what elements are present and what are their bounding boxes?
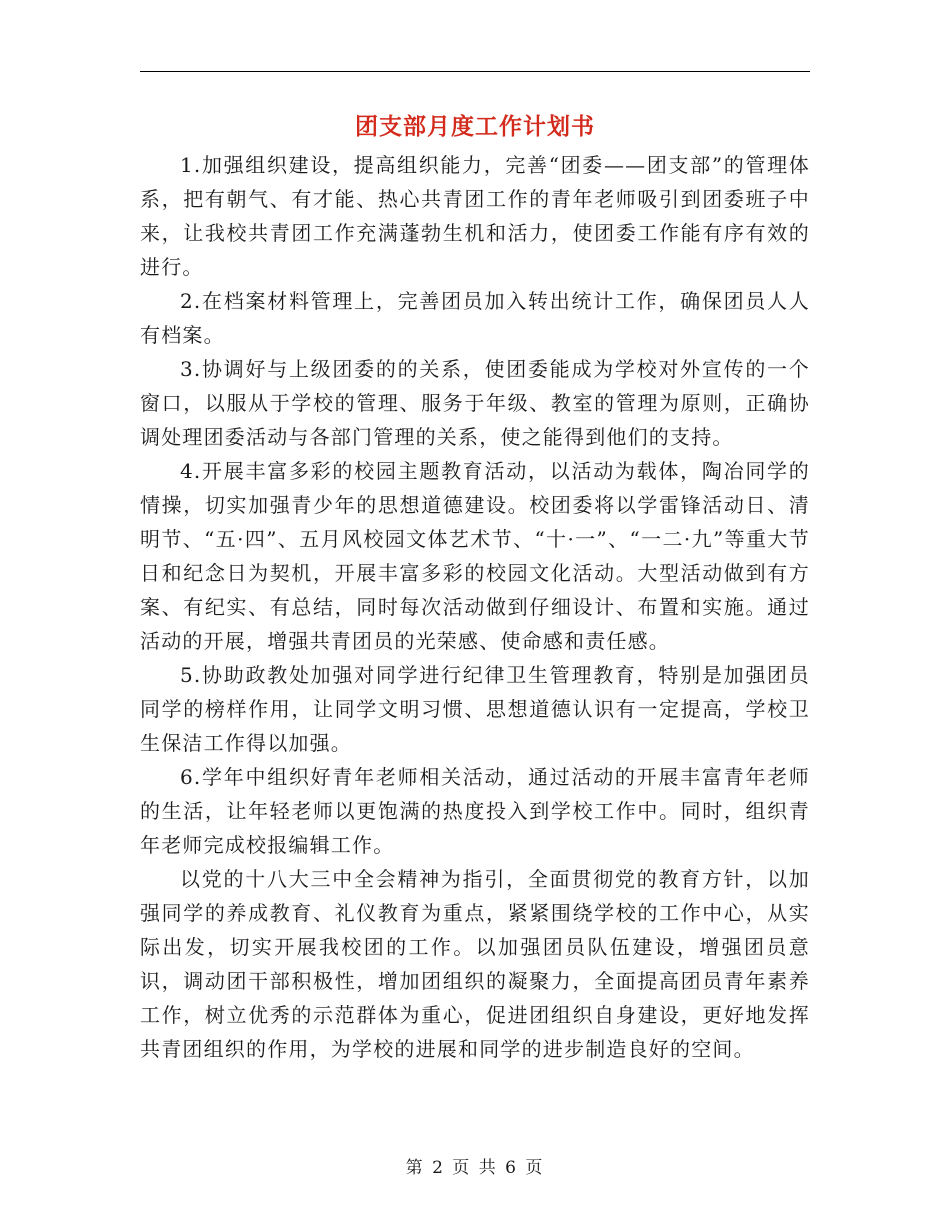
page-number: 第 2 页 共 6 页 xyxy=(405,1158,545,1178)
paragraph-6: 6.学年中组织好青年老师相关活动，通过活动的开展丰富青年老师的生活，让年轻老师以更饱满的热度投入到学校工作中。同时，组织青年老师完成校报编辑工作。 xyxy=(140,765,810,857)
header-rule xyxy=(140,71,810,72)
paragraph-5: 5.协助政教处加强对同学进行纪律卫生管理教育，特别是加强团员同学的榜样作用，让同学文明习惯、思想道德认识有一定提高，学校卫生保洁工作得以加强。 xyxy=(140,663,810,755)
paragraph-3: 3.协调好与上级团委的的关系，使团委能成为学校对外宣传的一个窗口，以服从于学校的管理、服务于年级、教室的管理为原则，正确协调处理团委活动与各部门管理的关系，使之能得到他们的支持。 xyxy=(140,357,810,449)
paragraph-1: 1.加强组织建设，提高组织能力，完善“团委——团支部”的管理体系，把有朝气、有才能、热心共青团工作的青年老师吸引到团委班子中来，让我校共青团工作充满蓬勃生机和活力，使团委工作能有序有效的进行。 xyxy=(140,153,810,279)
paragraph-2: 2.在档案材料管理上，完善团员加入转出统计工作，确保团员人人有档案。 xyxy=(140,289,810,347)
document-body xyxy=(140,148,810,1066)
paragraph-4: 4.开展丰富多彩的校园主题教育活动，以活动为载体，陶冶同学的情操，切实加强青少年的思想道德建设。校团委将以学雷锋活动日、清明节、“五·四”、五月风校园文体艺术节、“十·一”、“一二·九”等重大节日和纪念日为契机，开展丰富多彩的校园文化活动。大型活动做到有方案、有纪实、有总结，同时每次活动做到仔细设计、布置和实施。通过活动的开展，增强共青团员的光荣感、使命感和责任感。 xyxy=(140,459,810,653)
paragraph-7: 以党的十八大三中全会精神为指引，全面贯彻党的教育方针，以加强同学的养成教育、礼仪教育为重点，紧紧围绕学校的工作中心，从实际出发，切实开展我校团的工作。以加强团员队伍建设，增强团员意识，调动团干部积极性，增加团组织的凝聚力，全面提高团员青年素养工作，树立优秀的示范群体为重心，促进团组织自身建设，更好地发挥共青团组织的作用，为学校的进展和同学的进步制造良好的空间。 xyxy=(140,867,810,1061)
document-title: 团支部月度工作计划书 xyxy=(355,113,595,140)
